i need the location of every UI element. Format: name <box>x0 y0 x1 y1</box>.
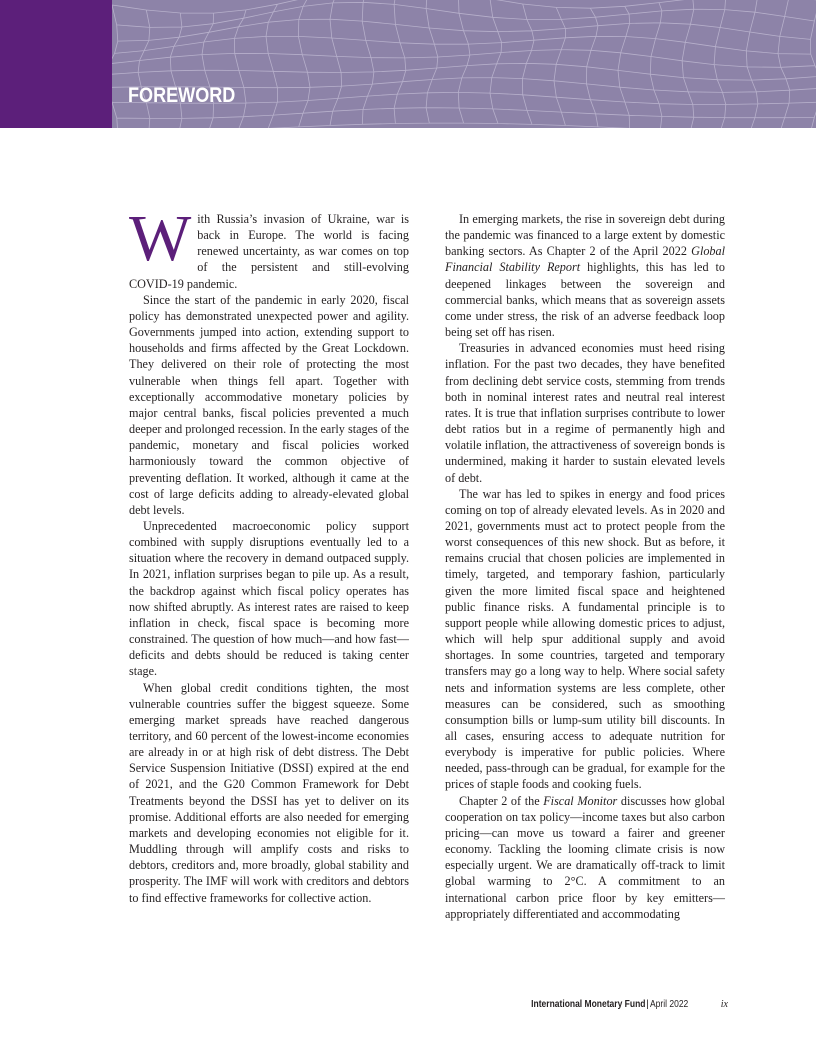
footer-publisher: International Monetary Fund <box>530 999 646 1010</box>
wireframe-landscape-graphic <box>112 0 816 128</box>
drop-cap: W <box>129 202 192 275</box>
banner-accent-block <box>0 0 112 128</box>
text-run: In emerging markets, the rise in sovereign debt during the pandemic was financed to a large extent by domestic banking sectors. As Chapter 2 of the April 2022 <box>445 212 725 259</box>
paragraph: Unprecedented macroeconomic policy support combined with supply disruptions eventually led to a situation where the recovery in demand outpaced supply. In 2021, inflation surprises began to pile up. As a result, the backdrop against which fiscal policy operates has now shifted abruptly. As interest rates are raised to keep inflation in check, fiscal space is becoming more constrained. The question of how much—and how fast—deficits and debts should be reduced is taking center stage. <box>129 518 409 679</box>
text-run: Chapter 2 of the <box>459 793 544 808</box>
left-column <box>129 202 409 906</box>
footer-date: April 2022 <box>649 999 689 1010</box>
page-footer <box>511 999 728 1010</box>
page-number: ix <box>720 999 728 1010</box>
page-title: FOREWORD <box>128 84 236 107</box>
paragraph: Since the start of the pandemic in early 2020, fiscal policy has demonstrated unexpected power and agility. Governments jumped into action, extending support to households and firms affected by the Great Lockdown. They delivered on their role of protecting the most vulnerable when things fell apart. Together with exceptionally accommodative monetary policies by major central banks, fiscal policies prevented a much deeper and prolonged recession. In the early stages of the pandemic, monetary and fiscal policies worked harmoniously toward the common objective of preventing deflation. It worked, although it came at the cost of large deficits adding to already-elevated global debt levels. <box>129 292 409 517</box>
text-run: highlights, this has led to deepened linkages between the sovereign and commercial banks, which means that as sovereign assets come under stress, the risk of an adverse feedback loop being set off has risen. <box>445 260 725 340</box>
paragraph: Treasuries in advanced economies must heed rising inflation. For the past two decades, they have benefited from declining debt service costs, stemming from trends both in nominal interest rates and neutral real interest rates. It is true that inflation surprises contribute to lower debt ratios but in a regime of permanently high and volatile inflation, the attractiveness of sovereign bonds is undermined, making it harder to sustain elevated levels of debt. <box>445 341 725 485</box>
footer-separator: | <box>646 999 649 1010</box>
right-column <box>445 211 725 922</box>
report-title-italic: Fiscal Monitor <box>543 793 618 808</box>
text-run: discusses how global cooperation on tax policy—income taxes but also carbon pricing—can move us toward a fairer and greener economy. Tackling the looming climate crisis is now especially urgent. We are dramatically off-track to limit global warming to 2°C. A commitment to an international carbon price floor by key emitters—appropriately differentiated and accommodating <box>445 793 725 921</box>
paragraph <box>445 211 725 340</box>
paragraph: When global credit conditions tighten, the most vulnerable countries suffer the biggest squeeze. Some emerging market spreads have reached dangerous territory, and 60 percent of the lowest-income economies are already in or at high risk of debt distress. The Debt Service Suspension Initiative (DSSI) expired at the end of 2021, and the G20 Common Framework for Debt Treatments beyond the DSSI has yet to deliver on its promise. Additional efforts are also needed for emerging markets and developing economies not eligible for it. Muddling through will amplify costs and risks to debtors, creditors and, more broadly, global stability and prosperity. The IMF will work with creditors and debtors to find effective frameworks for collective action. <box>129 680 409 905</box>
report-title-italic: Global Financial Stability Report <box>445 244 725 275</box>
paragraph: ith Russia’s invasion of Ukraine, war is back in Europe. The world is facing renewed uncertainty, as war comes on top of the persistent and still-evolving COVID-19 pandemic. <box>129 212 409 291</box>
paragraph <box>445 793 725 922</box>
paragraph: The war has led to spikes in energy and food prices coming on top of already elevated levels. As in 2020 and 2021, governments must act to protect people from the worst consequences of this new shock. But as before, it remains crucial that chosen policies are implemented in timely, targeted, and temporary fashion, particularly given the more limited fiscal space and heightened public finance risks. A fundamental principle is to support people while allowing domestic prices to adjust, which will help spur additional supply and avoid shortages. In some countries, targeted and temporary transfers may go a long way to help. Where social safety nets and information systems are less complete, other measures can be considered, such as smoothing consumption bills or lump-sum utility bill discounts. In all cases, ensuring access to adequate nutrition for everybody is imperative for public policies. Where needed, pass-through can be gradual, for example for the prices of staple foods and cooking fuels. <box>445 486 725 792</box>
header-banner <box>0 0 816 128</box>
mesh-lines <box>112 0 816 128</box>
